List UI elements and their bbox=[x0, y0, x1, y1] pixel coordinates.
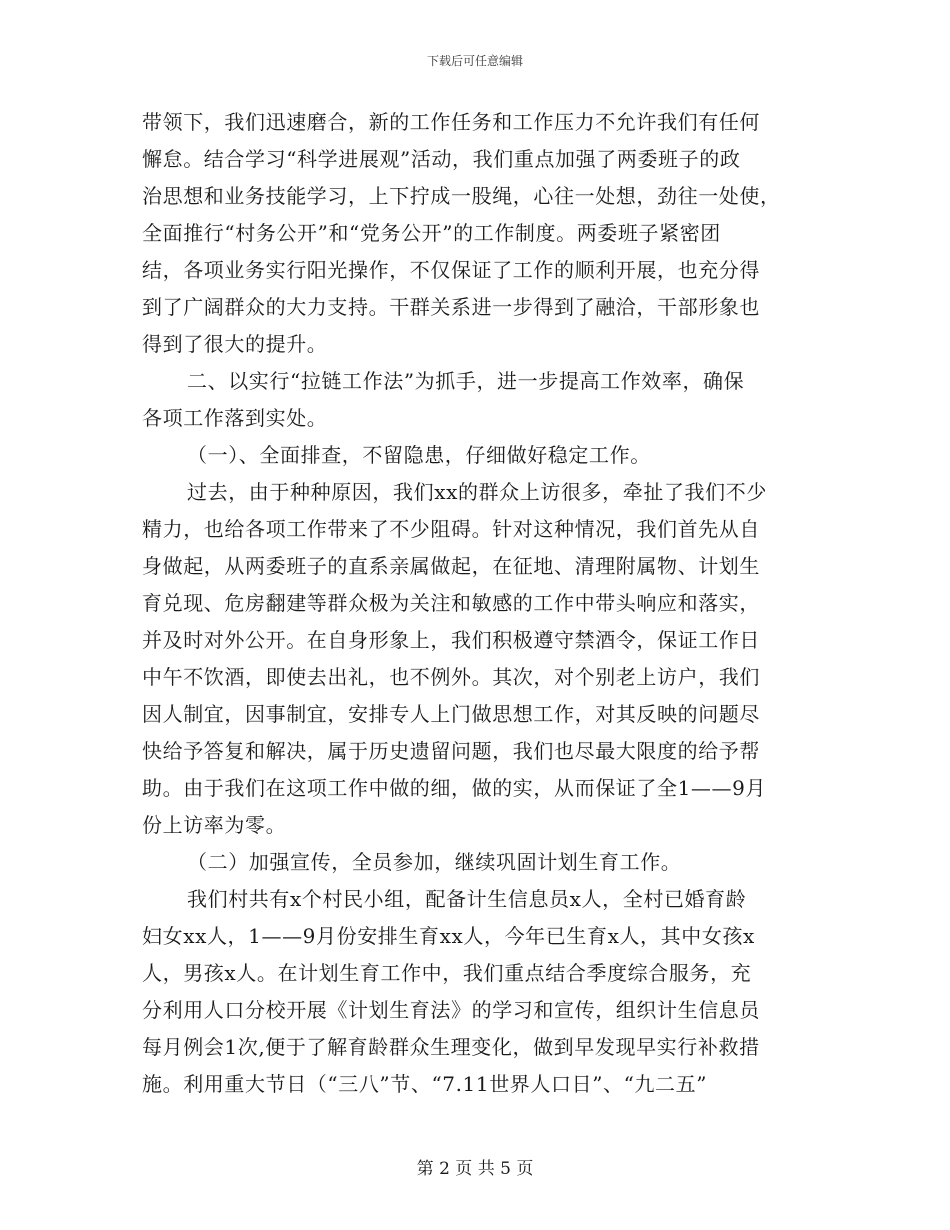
text-line: 因人制宜，因事制宜，安排专人上门做思想工作，对其反映的问题尽 bbox=[142, 702, 760, 726]
text-line: 结，各项业务实行阳光操作，不仅保证了工作的顺利开展，也充分得 bbox=[142, 258, 760, 282]
text-line: 快给予答复和解决，属于历史遗留问题，我们也尽最大限度的给予帮 bbox=[142, 739, 760, 763]
text-line: 懈怠。结合学习“科学进展观”活动，我们重点加强了两委班子的政 bbox=[142, 147, 741, 171]
text-line: 治思想和业务技能学习，上下拧成一股绳，心往一处想，劲往一处使， bbox=[142, 184, 781, 208]
subsection-heading: （二）加强宣传，全员参加，继续巩固计划生育工作。 bbox=[187, 850, 682, 874]
text-line: 精力，也给各项工作带来了不少阻碍。针对这种情况，我们首先从自 bbox=[142, 517, 760, 541]
page-header-note: 下载后可任意编辑 bbox=[426, 54, 523, 68]
text-line: 并及时对外公开。在自身形象上，我们积极遵守禁酒令，保证工作日 bbox=[142, 628, 760, 652]
document-body bbox=[142, 104, 808, 1103]
text-line: 育兑现、危房翻建等群众极为关注和敏感的工作中带头响应和落实， bbox=[142, 591, 760, 615]
section-heading-continued: 各项工作落到实处。 bbox=[142, 406, 328, 430]
text-line: 妇女xx人，1——9月份安排生育xx人，今年已生育x人，其中女孩x bbox=[142, 924, 755, 948]
text-line: 带领下，我们迅速磨合，新的工作任务和工作压力不允许我们有任何 bbox=[142, 110, 760, 134]
text-line: 中午不饮酒，即使去出礼，也不例外。其次，对个别老上访户，我们 bbox=[142, 665, 760, 689]
text-line: 全面推行“村务公开”和“党务公开”的工作制度。两委班子紧密团 bbox=[142, 221, 721, 245]
text-line: 施。利用重大节日（“三八”节、“7.11世界人口日”、“九二五” bbox=[142, 1072, 708, 1096]
text-line: 每月例会1次,便于了解育龄群众生理变化，做到早发现早实行补救措 bbox=[142, 1035, 760, 1059]
text-line: 到了广阔群众的大力支持。干群关系进一步得到了融洽，干部形象也 bbox=[142, 295, 760, 319]
text-line: 分利用人口分校开展《计划生育法》的学习和宣传，组织计生信息员 bbox=[142, 998, 760, 1022]
text-line: 助。由于我们在这项工作中做的细，做的实，从而保证了全1——9月 bbox=[142, 776, 767, 800]
section-heading: 二、以实行“拉链工作法”为抓手，进一步提高工作效率，确保 bbox=[187, 369, 745, 393]
subsection-heading: （一）、全面排查，不留隐患，仔细做好稳定工作。 bbox=[187, 443, 651, 467]
paragraph-start: 我们村共有x个村民小组，配备计生信息员x人，全村已婚育龄 bbox=[187, 887, 747, 911]
text-line: 份上访率为零。 bbox=[142, 813, 287, 837]
page-number: 第 2 页 共 5 页 bbox=[416, 1159, 534, 1179]
text-line: 得到了很大的提升。 bbox=[142, 332, 328, 356]
text-line: 身做起，从两委班子的直系亲属做起，在征地、清理附属物、计划生 bbox=[142, 554, 760, 578]
paragraph-start: 过去，由于种种原因，我们xx的群众上访很多，牵扯了我们不少 bbox=[187, 480, 767, 504]
text-line: 人，男孩x人。在计划生育工作中，我们重点结合季度综合服务，充 bbox=[142, 961, 752, 985]
